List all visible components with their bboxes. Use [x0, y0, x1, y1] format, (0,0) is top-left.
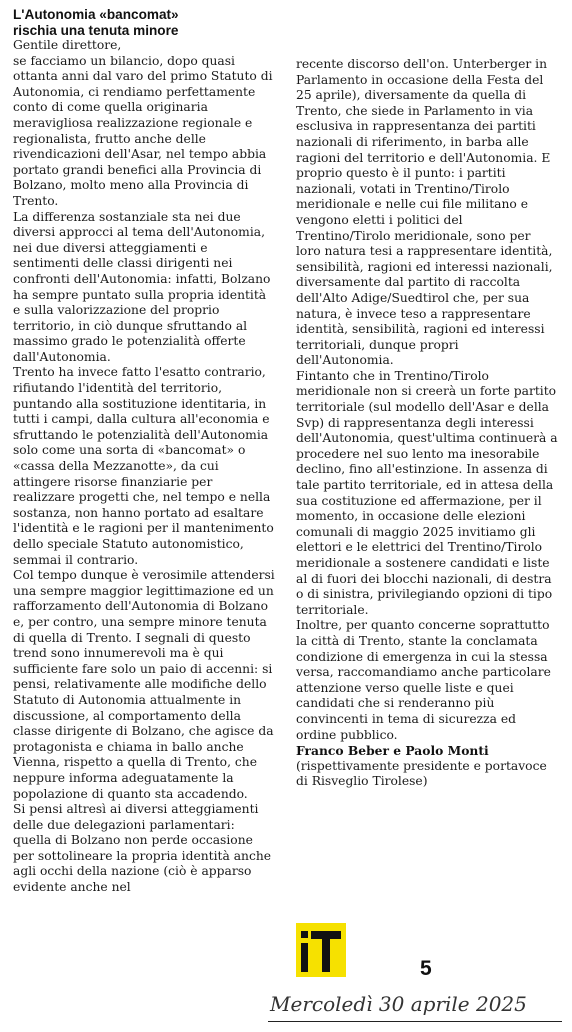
- right-column: [296, 57, 558, 790]
- headline-line-2: rischia una tenuta minore: [13, 22, 179, 38]
- page-number: 5: [420, 957, 432, 980]
- body-paragraph: Inoltre, per quanto concerne soprattutto la città di Trento, stante la conclamata condizione di emergenza in cui la stessa versa, raccomandiamo anche particolare attenzione verso quelle liste e quei candidati che si renderanno più convincenti in tema di sicurezza ed ordine pubblico.: [296, 618, 551, 742]
- body-paragraph: La differenza sostanziale sta nei due diversi approcci al tema dell'Autonomia, nei due diversi atteggiamenti e sentimenti delle classi dirigenti nei confronti dell'Autonomia: infatti, Bolzano ha sempre puntato sulla propria identità e sulla valorizzazione del proprio territorio, in ciò dunque sfruttando al massimo grado le potenzialità offerte dall'Autonomia.: [13, 209, 271, 364]
- newspaper-logo-icon: [296, 923, 346, 977]
- author-signature: Franco Beber e Paolo Monti: [296, 743, 489, 759]
- author-role: (rispettivamente presidente e portavoce di Risveglio Tirolese): [296, 758, 547, 789]
- body-paragraph: recente discorso dell'on. Unterberger in Parlamento in occasione della Festa del 25 aprile), diversamente da quella di Trento, che siede in Parlamento in via esclusiva in rappresentanza dei partiti nazionali di riferimento, in barba alle ragioni del territorio e dell'Autonomia. E proprio questo è il punto: i partiti nazionali, votati in Trentino/Tirolo meridionale e nelle cui file militano e vengono eletti i politici del Trentino/Tirolo meridionale, sono per loro natura tesi a rappresentare identità, sensibilità, ragioni ed interessi nazionali, diversamente dal partito di raccolta dell'Alto Adige/Suedtirol che, per sua natura, è invece teso a rappresentare identità, sensibilità, ragioni ed interessi territoriali, dunque propri dell'Autonomia.: [296, 57, 553, 368]
- body-paragraph: Fintanto che in Trentino/Tirolo meridionale non si creerà un forte partito territoriale (sul modello dell'Asar e della Svp) di rappresentanza degli interessi dell'Autonomia, quest'ultima continuerà a procedere nel suo lento ma inesorabile declino, fino all'estinzione. In assenza di tale partito territoriale, ed in attesa della sua costituzione ed affermazione, per il momento, in occasione delle elezioni comunali di maggio 2025 invitiamo gli elettori e le elettrici del Trentino/Tirolo meridionale a sostenere candidati e liste al di fuori dei blocchi nazionali, di destra o di sinistra, privilegiando opzioni di tipo territoriale.: [296, 368, 558, 617]
- salutation: Gentile direttore,: [13, 38, 122, 52]
- footer-divider: [268, 1021, 562, 1022]
- left-column: [13, 7, 275, 896]
- body-paragraph: Col tempo dunque è verosimile attendersi una sempre maggior legittimazione ed un rafforzamento dell'Autonomia di Bolzano e, per contro, una sempre minore tenuta di quella di Trento. I segnali di questo trend sono innumerevoli ma è qui sufficiente fare solo un paio di accenni: si pensi, relativamente alle modifiche dello Statuto di Autonomia attualmente in discussione, al comportamento della classe dirigente di Bolzano, che agisce da protagonista e chiama in ballo anche Vienna, rispetto a quella di Trento, che neppure informa adeguatamente la popolazione di quanto sta accadendo.: [13, 568, 275, 801]
- body-paragraph: Trento ha invece fatto l'esatto contrario, rifiutando l'identità del territorio, puntando alla sostituzione identitaria, in tutti i campi, dalla cultura all'economia e sfruttando le potenzialità dell'Autonomia solo come una sorta di «bancomat» o «cassa della Mezzanotte», da cui attingere risorse finanziarie per realizzare progetti che, nel tempo e nella sostanza, non hanno portato ad esaltare l'identità e le ragioni per il mantenimento dello speciale Statuto autonomistico, semmai il contrario.: [13, 365, 274, 567]
- headline-line-1: L'Autonomia «bancomat»: [13, 7, 179, 22]
- article-headline: [13, 7, 275, 38]
- body-paragraph: Si pensi altresì ai diversi atteggiamenti delle due delegazioni parlamentari: quella di Bolzano non perde occasione per sottolineare la propria identità anche agli occhi della nazione (ciò è apparso evidente anche nel: [13, 802, 272, 895]
- body-paragraph: se facciamo un bilancio, dopo quasi ottanta anni dal varo del primo Statuto di Autonomia, ci rendiamo perfettamente conto di come quella originaria meravigliosa realizzazione regionale e regionalista, frutto anche delle rivendicazioni dell'Asar, nel tempo abbia portato grandi benefici alla Provincia di Bolzano, molto meno alla Provincia di Trento.: [13, 53, 273, 208]
- publication-date: Mercoledì 30 aprile 2025: [270, 992, 527, 1016]
